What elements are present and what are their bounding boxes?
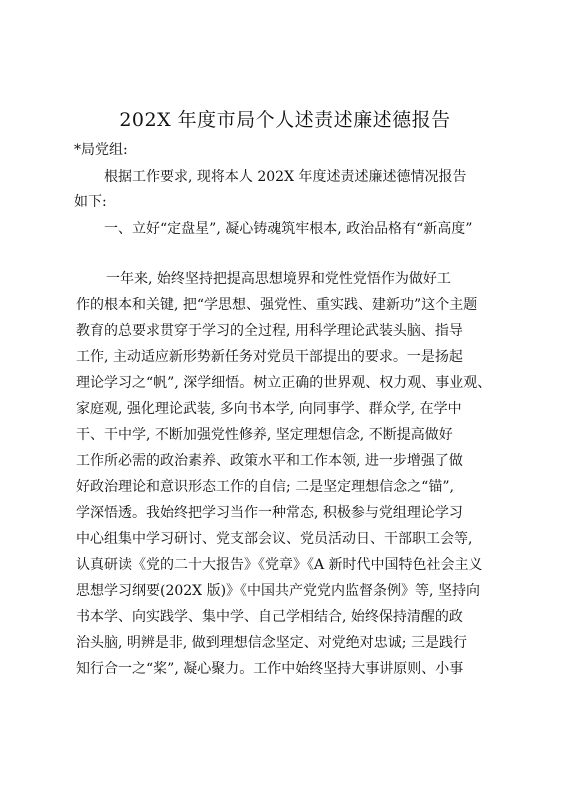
intro-line: 如下: bbox=[74, 194, 107, 210]
paragraph-line: 工作所必需的政治素养、政策水平和工作本领, 进一步增强了做 bbox=[76, 453, 463, 469]
paragraph-line: 书本学、向实践学、集中学、自己学相结合, 始终保持清醒的政 bbox=[76, 609, 463, 625]
paragraph-line: 理论学习之“帆”, 深学细悟。树立正确的世界观、权力观、事业观、 bbox=[76, 375, 492, 391]
salutation: *局党组: bbox=[74, 142, 128, 158]
paragraph-line: 家庭观, 强化理论武装, 多向书本学, 向同事学、群众学, 在学中 bbox=[76, 401, 462, 417]
paragraph-line: 好政治理论和意识形态工作的自信; 二是坚定理想信念之“锚”, bbox=[76, 479, 454, 495]
intro-line: 根据工作要求, 现将本人 202X 年度述责述廉述德情况报告 bbox=[104, 169, 467, 185]
section-heading: 一、立好“定盘星”, 凝心铸魂筑牢根本, 政治品格有“新高度” bbox=[104, 221, 473, 237]
paragraph-line: 思想学习纲要(202X 版)》《中国共产党党内监督条例》等, 坚持向 bbox=[76, 583, 480, 599]
paragraph-line: 工作, 主动适应新形势新任务对党员干部提出的要求。一是扬起 bbox=[76, 349, 463, 365]
paragraph-line: 认真研读《党的二十大报告》《党章》《A 新时代中国特色社会主义 bbox=[76, 557, 483, 573]
paragraph-line: 学深悟透。我始终把学习当作一种常态, 积极参与党组理论学习 bbox=[76, 505, 463, 521]
paragraph-line: 治头脑, 明辨是非, 做到理想信念坚定、对党绝对忠诚; 三是践行 bbox=[76, 635, 467, 651]
paragraph-line: 中心组集中学习研讨、党支部会议、党员活动日、干部职工会等, bbox=[76, 531, 473, 547]
paragraph-line: 干、干中学, 不断加强党性修养, 坚定理想信念, 不断提高做好 bbox=[76, 427, 453, 443]
paragraph-line: 知行合一之“桨”, 凝心聚力。工作中始终坚持大事讲原则、小事 bbox=[76, 661, 464, 677]
paragraph-line: 教育的总要求贯穿于学习的全过程, 用科学理论武装头脑、指导 bbox=[76, 323, 463, 339]
paragraph-line: 一年来, 始终坚持把提高思想境界和党性党悟作为做好工 bbox=[106, 271, 451, 287]
paragraph-line: 作的根本和关键, 把“学思想、强党性、重实践、建新功”这个主题 bbox=[76, 297, 478, 313]
document-title: 202X 年度市局个人述责述廉述德报告 bbox=[119, 109, 451, 131]
